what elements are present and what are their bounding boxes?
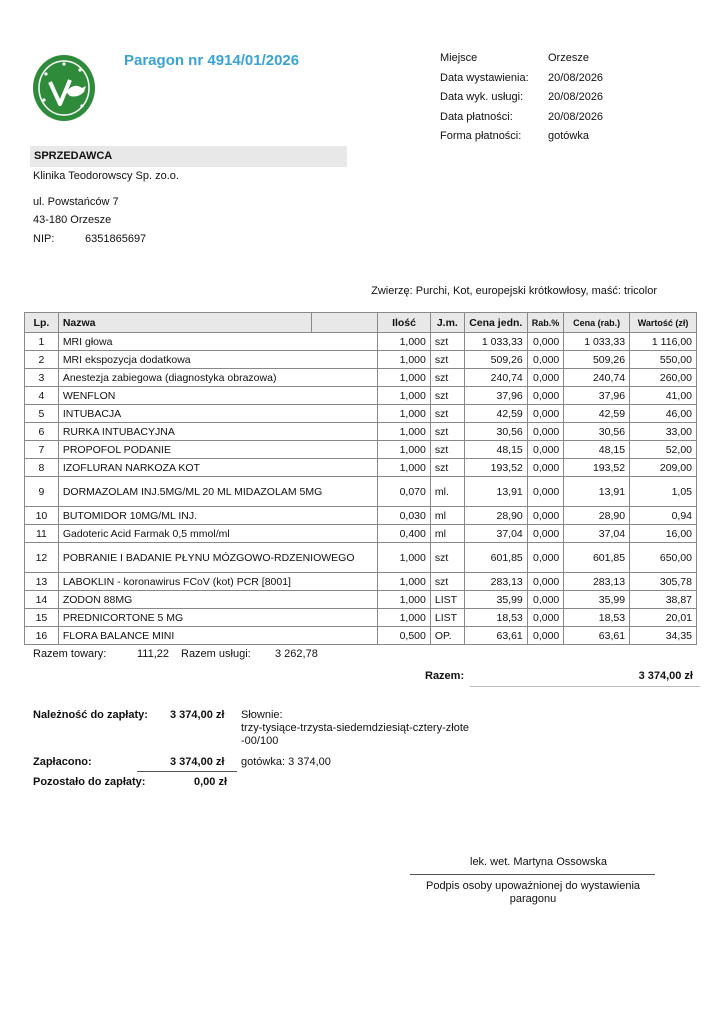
- col-header-value: Wartość (zł): [630, 313, 697, 333]
- table-row: [25, 507, 697, 525]
- cell-qty: 1,000: [378, 609, 431, 627]
- remaining-value: 0,00 zł: [194, 776, 228, 788]
- table-row: [25, 591, 697, 609]
- cell-lp: 6: [25, 423, 59, 441]
- table-row: [25, 459, 697, 477]
- cell-lp: 15: [25, 609, 59, 627]
- cell-qty: 1,000: [378, 423, 431, 441]
- meta-label: Miejsce: [440, 52, 478, 64]
- meta-label: Data wyk. usługi:: [440, 91, 524, 103]
- cell-rab: 0,000: [527, 627, 564, 645]
- meta-value: 20/08/2026: [548, 110, 604, 123]
- col-header-qty: Ilość: [378, 313, 431, 333]
- meta-row-place: [440, 52, 628, 72]
- table-row: [25, 351, 697, 369]
- seller-nip-value: 6351865697: [85, 233, 147, 245]
- services-label: Razem usługi:: [181, 648, 251, 660]
- cell-unit: szt: [430, 543, 464, 573]
- paid-value: 3 374,00 zł: [170, 756, 225, 768]
- due-label: Należność do zapłaty:: [33, 709, 148, 721]
- cell-name: WENFLON: [58, 387, 377, 405]
- cell-name: RURKA INTUBACYJNA: [58, 423, 377, 441]
- cell-unit: szt: [430, 423, 464, 441]
- seller-street: ul. Powstańców 7: [33, 196, 119, 208]
- cell-rab: 0,000: [527, 573, 564, 591]
- cell-qty: 1,000: [378, 351, 431, 369]
- cell-unit: szt: [430, 573, 464, 591]
- services-value: 3 262,78: [275, 648, 318, 660]
- meta-value: Orzesze: [548, 52, 589, 64]
- cell-price: 28,90: [464, 507, 527, 525]
- goods-value: 111,22: [137, 648, 170, 660]
- cell-rab: 0,000: [527, 477, 564, 507]
- cell-qty: 1,000: [378, 573, 431, 591]
- cell-rab: 0,000: [527, 591, 564, 609]
- meta-row-payment-method: [440, 130, 628, 150]
- meta-value: 20/08/2026: [548, 91, 604, 103]
- cell-price-rab: 509,26: [564, 351, 630, 369]
- cell-unit: szt: [430, 459, 464, 477]
- subtotals: [33, 648, 318, 660]
- cell-rab: 0,000: [527, 525, 564, 543]
- meta-row-payment-date: [440, 111, 628, 131]
- cell-price: 37,04: [464, 525, 527, 543]
- cell-price: 37,96: [464, 387, 527, 405]
- table-row: [25, 543, 697, 573]
- cell-price-rab: 48,15: [564, 441, 630, 459]
- cell-price: 48,15: [464, 441, 527, 459]
- cell-value: 33,00: [630, 423, 697, 441]
- words-line-2: -00/100: [241, 735, 279, 747]
- cell-unit: szt: [430, 405, 464, 423]
- meta-label: Forma płatności:: [440, 130, 522, 142]
- table-row: [25, 405, 697, 423]
- cell-price-rab: 42,59: [564, 405, 630, 423]
- clinic-logo: [30, 52, 98, 124]
- cell-name: INTUBACJA: [58, 405, 377, 423]
- goods-label: Razem towary:: [33, 648, 107, 660]
- cell-value: 260,00: [630, 369, 697, 387]
- cell-lp: 9: [25, 477, 59, 507]
- cell-rab: 0,000: [527, 405, 564, 423]
- cell-qty: 1,000: [378, 333, 431, 351]
- signature-caption: Podpis osoby upoważnionej do wystawienia paragonu: [425, 880, 641, 905]
- due-value: 3 374,00 zł: [170, 709, 225, 721]
- table-row: [25, 369, 697, 387]
- receipt-title: Paragon nr 4914/01/2026: [124, 52, 300, 69]
- cell-value: 650,00: [630, 543, 697, 573]
- cell-qty: 1,000: [378, 405, 431, 423]
- cell-name: Anestezja zabiegowa (diagnostyka obrazowa): [58, 369, 377, 387]
- cell-unit: ml: [430, 525, 464, 543]
- cell-value: 1 116,00: [630, 333, 697, 351]
- cell-unit: LIST: [430, 591, 464, 609]
- words-label: Słownie:: [241, 709, 283, 721]
- words-line-1: trzy-tysiące-trzysta-siedemdziesiąt-cztery-złote: [241, 722, 469, 734]
- seller-nip-label: NIP:: [33, 233, 55, 245]
- cell-qty: 0,030: [378, 507, 431, 525]
- table-row: [25, 441, 697, 459]
- col-header-price: Cena jedn.: [464, 313, 527, 333]
- paid-underline: [137, 771, 237, 772]
- cell-lp: 14: [25, 591, 59, 609]
- meta-label: Data wystawienia:: [440, 71, 529, 84]
- seller-name: Klinika Teodorowscy Sp. zo.o.: [33, 170, 179, 182]
- cell-name: PROPOFOL PODANIE: [58, 441, 377, 459]
- col-header-name: Nazwa: [58, 313, 311, 333]
- meta-label: Data płatności:: [440, 110, 513, 123]
- cell-price: 35,99: [464, 591, 527, 609]
- paid-method: gotówka: 3 374,00: [241, 756, 331, 768]
- cell-price: 30,56: [464, 423, 527, 441]
- cell-name: IZOFLURAN NARKOZA KOT: [58, 459, 377, 477]
- cell-name: Gadoteric Acid Farmak 0,5 mmol/ml: [58, 525, 377, 543]
- meta-value: 20/08/2026: [548, 71, 604, 84]
- cell-unit: szt: [430, 351, 464, 369]
- cell-price: 18,53: [464, 609, 527, 627]
- seller-city: 43-180 Orzesze: [33, 214, 112, 226]
- cell-unit: OP.: [430, 627, 464, 645]
- cell-unit: szt: [430, 441, 464, 459]
- cell-lp: 7: [25, 441, 59, 459]
- cell-name: DORMAZOLAM INJ.5MG/ML 20 ML MIDAZOLAM 5MG: [58, 477, 377, 507]
- cell-unit: szt: [430, 333, 464, 351]
- cell-lp: 2: [25, 351, 59, 369]
- cell-lp: 12: [25, 543, 59, 573]
- cell-rab: 0,000: [527, 369, 564, 387]
- cell-rab: 0,000: [527, 507, 564, 525]
- col-header-price-rab: Cena (rab.): [564, 313, 630, 333]
- cell-price-rab: 18,53: [564, 609, 630, 627]
- table-row: [25, 609, 697, 627]
- cell-price-rab: 37,96: [564, 387, 630, 405]
- cell-unit: szt: [430, 369, 464, 387]
- cell-name: FLORA BALANCE MINI: [58, 627, 377, 645]
- cell-lp: 13: [25, 573, 59, 591]
- cell-price: 283,13: [464, 573, 527, 591]
- cell-price: 509,26: [464, 351, 527, 369]
- meta-row-service-date: [440, 91, 628, 111]
- cell-lp: 8: [25, 459, 59, 477]
- cell-value: 209,00: [630, 459, 697, 477]
- total-value: 3 374,00 zł: [638, 670, 693, 682]
- cell-price: 13,91: [464, 477, 527, 507]
- cell-price: 193,52: [464, 459, 527, 477]
- cell-price: 1 033,33: [464, 333, 527, 351]
- cell-qty: 1,000: [378, 459, 431, 477]
- cell-lp: 1: [25, 333, 59, 351]
- cell-value: 20,01: [630, 609, 697, 627]
- cell-rab: 0,000: [527, 387, 564, 405]
- cell-name: PREDNICORTONE 5 MG: [58, 609, 377, 627]
- cell-price-rab: 601,85: [564, 543, 630, 573]
- cell-price-rab: 37,04: [564, 525, 630, 543]
- paid-label: Zapłacono:: [33, 756, 92, 768]
- cell-rab: 0,000: [527, 543, 564, 573]
- cell-value: 16,00: [630, 525, 697, 543]
- table-row: [25, 387, 697, 405]
- col-header-lp: Lp.: [25, 313, 59, 333]
- cell-lp: 5: [25, 405, 59, 423]
- table-row: [25, 477, 697, 507]
- cell-qty: 1,000: [378, 441, 431, 459]
- cell-value: 1,05: [630, 477, 697, 507]
- col-header-rab: Rab.%: [527, 313, 564, 333]
- cell-rab: 0,000: [527, 351, 564, 369]
- cell-unit: LIST: [430, 609, 464, 627]
- cell-lp: 16: [25, 627, 59, 645]
- seller-heading: SPRZEDAWCA: [30, 146, 347, 167]
- cell-price-rab: 28,90: [564, 507, 630, 525]
- animal-info: Zwierzę: Purchi, Kot, europejski krótkowłosy, maść: tricolor: [371, 285, 657, 297]
- cell-lp: 11: [25, 525, 59, 543]
- col-header-unit: J.m.: [430, 313, 464, 333]
- cell-price: 601,85: [464, 543, 527, 573]
- cell-qty: 1,000: [378, 543, 431, 573]
- cell-price-rab: 30,56: [564, 423, 630, 441]
- table-row: [25, 423, 697, 441]
- cell-value: 305,78: [630, 573, 697, 591]
- cell-name: BUTOMIDOR 10MG/ML INJ.: [58, 507, 377, 525]
- meta-value: gotówka: [548, 130, 589, 142]
- cell-name: MRI ekspozycja dodatkowa: [58, 351, 377, 369]
- table-row: [25, 333, 697, 351]
- cell-value: 550,00: [630, 351, 697, 369]
- cell-qty: 0,500: [378, 627, 431, 645]
- cell-qty: 0,400: [378, 525, 431, 543]
- total-label: Razem:: [425, 670, 465, 682]
- cell-price-rab: 63,61: [564, 627, 630, 645]
- total-divider: [470, 686, 700, 687]
- cell-rab: 0,000: [527, 459, 564, 477]
- cell-lp: 3: [25, 369, 59, 387]
- table-row: [25, 525, 697, 543]
- cell-price-rab: 1 033,33: [564, 333, 630, 351]
- cell-value: 34,35: [630, 627, 697, 645]
- cell-price-rab: 35,99: [564, 591, 630, 609]
- cell-name: ZODON 88MG: [58, 591, 377, 609]
- cell-lp: 4: [25, 387, 59, 405]
- cell-rab: 0,000: [527, 441, 564, 459]
- cell-price: 42,59: [464, 405, 527, 423]
- items-table: [24, 312, 697, 645]
- cell-rab: 0,000: [527, 423, 564, 441]
- cell-unit: szt: [430, 387, 464, 405]
- cell-price: 240,74: [464, 369, 527, 387]
- table-row: [25, 627, 697, 645]
- cell-price-rab: 283,13: [564, 573, 630, 591]
- cell-qty: 1,000: [378, 591, 431, 609]
- cell-rab: 0,000: [527, 609, 564, 627]
- remaining-label: Pozostało do zapłaty:: [33, 776, 146, 788]
- cell-value: 46,00: [630, 405, 697, 423]
- cell-unit: ml.: [430, 477, 464, 507]
- cell-name: MRI głowa: [58, 333, 377, 351]
- cell-lp: 10: [25, 507, 59, 525]
- cell-value: 38,87: [630, 591, 697, 609]
- cell-price-rab: 240,74: [564, 369, 630, 387]
- signature-line: [410, 874, 655, 875]
- col-header-blank: [311, 313, 378, 333]
- cell-qty: 0,070: [378, 477, 431, 507]
- cell-unit: ml: [430, 507, 464, 525]
- table-header-row: [25, 313, 697, 333]
- cell-name: POBRANIE I BADANIE PŁYNU MÓZGOWO-RDZENIOWEGO: [58, 543, 377, 573]
- signer-name: lek. wet. Martyna Ossowska: [470, 856, 607, 868]
- cell-value: 41,00: [630, 387, 697, 405]
- cell-value: 52,00: [630, 441, 697, 459]
- cell-price-rab: 193,52: [564, 459, 630, 477]
- cell-name: LABOKLIN - koronawirus FCoV (kot) PCR [8001]: [58, 573, 377, 591]
- meta-row-issue-date: [440, 72, 628, 92]
- cell-price: 63,61: [464, 627, 527, 645]
- cell-qty: 1,000: [378, 369, 431, 387]
- cell-value: 0,94: [630, 507, 697, 525]
- receipt-meta: [440, 52, 628, 150]
- cell-price-rab: 13,91: [564, 477, 630, 507]
- cell-rab: 0,000: [527, 333, 564, 351]
- table-row: [25, 573, 697, 591]
- cell-qty: 1,000: [378, 387, 431, 405]
